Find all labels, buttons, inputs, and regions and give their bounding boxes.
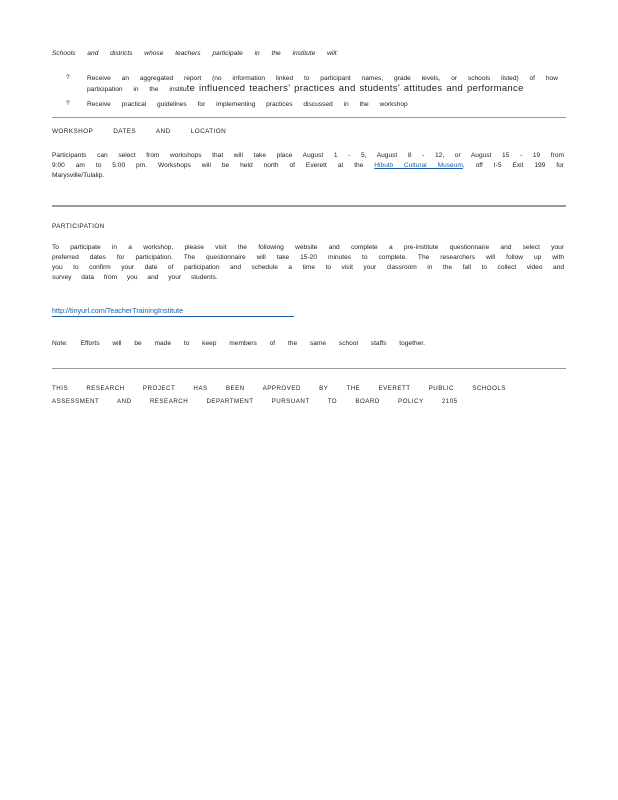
approval-line-1: THIS RESEARCH PROJECT HAS BEEN APPROVED BY THE EVERETT PUBLIC SCHOOLS xyxy=(52,385,506,392)
questionnaire-link[interactable]: http://tinyurl.com/TeacherTrainingInstitute xyxy=(52,306,294,317)
approval-line-2: ASSESSMENT AND RESEARCH DEPARTMENT PURSUANT TO BOARD POLICY 2105 xyxy=(52,397,458,405)
workshop-text-end: , off I-5 Exit 199 for Marysville/Tulalip. xyxy=(52,162,564,179)
section-divider xyxy=(52,205,566,207)
section-divider xyxy=(52,368,566,369)
bullet-text: Receive an aggregated report (no information linked to participant names, grade levels, or schools listed) of how participation in the institu xyxy=(87,75,558,93)
bullet-text: Receive practical guidelines for implementing practices discussed in the workshop xyxy=(87,101,408,108)
workshop-paragraph xyxy=(52,151,564,181)
bullet-mark: ? xyxy=(66,100,70,107)
note-text: Note: Efforts will be made to keep members of the same school staffs together. xyxy=(52,340,425,347)
workshop-heading: WORKSHOP DATES AND LOCATION xyxy=(52,128,227,135)
bullet-mark: ? xyxy=(66,74,70,81)
workshop-text: Participants can select from workshops that will take place August 1 - 5, August 8 - 12, or August 15 - 19 from 9:00 am to 5:00 pm. Workshops will be held north of Everett at the xyxy=(52,152,564,169)
museum-link[interactable]: Hibulb Cultural Museum xyxy=(374,162,463,169)
intro-text: Schools and districts whose teachers participate in the institute will: xyxy=(52,50,339,57)
participation-heading: PARTICIPATION xyxy=(52,223,105,230)
approval-statement xyxy=(52,383,566,408)
bullet-text-continued: te influenced teachers’ practices and students’ attitudes and performance xyxy=(186,82,524,94)
section-divider xyxy=(52,117,566,118)
participation-paragraph: To participate in a workshop, please visit the following website and complete a pre-institute questionnaire and select your preferred dates for participation. The questionnaire will take 15-20 minutes to complete. The researchers will follow up with you to confirm your date of participation and schedule a time to visit your classroom in the fall to collect video and survey data from you and your students. xyxy=(52,244,564,281)
